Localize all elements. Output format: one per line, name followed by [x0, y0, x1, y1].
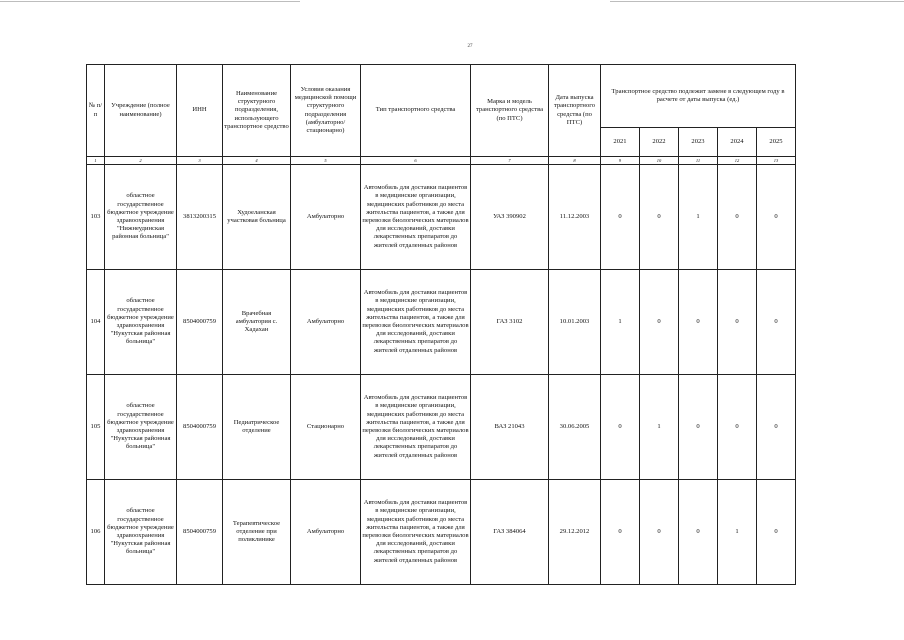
column-number: 8 — [549, 157, 601, 165]
header-conditions: Условия оказания медицинской помощи структурного подразделения (амбулаторно/ стационарно) — [291, 65, 361, 157]
row-year-value: 0 — [601, 165, 640, 270]
row-inn: 3813200315 — [177, 165, 223, 270]
row-year-value: 0 — [640, 480, 679, 585]
row-year-value: 1 — [718, 480, 757, 585]
header-subdivision: Наименование структурного подразделения, использующего транспортное средство — [223, 65, 291, 157]
row-institution: областное государственное бюджетное учреждение здравоохранения "Нукутская районная больница" — [105, 270, 177, 375]
row-brand: УАЗ 390902 — [471, 165, 549, 270]
header-year: 2024 — [718, 128, 757, 157]
header-institution: Учреждение (полное наименование) — [105, 65, 177, 157]
row-conditions: Амбулаторно — [291, 270, 361, 375]
header-year: 2025 — [757, 128, 796, 157]
row-year-value: 1 — [640, 375, 679, 480]
column-number: 11 — [679, 157, 718, 165]
page-number: 27 — [467, 44, 473, 49]
row-brand: ГАЗ 384064 — [471, 480, 549, 585]
header-year: 2021 — [601, 128, 640, 157]
row-release-date: 30.06.2005 — [549, 375, 601, 480]
row-year-value: 0 — [757, 165, 796, 270]
row-brand: ВАЗ 21043 — [471, 375, 549, 480]
header-inn: ИНН — [177, 65, 223, 157]
column-number: 2 — [105, 157, 177, 165]
row-year-value: 0 — [679, 375, 718, 480]
table-row — [87, 165, 796, 270]
header-release-date: Дата выпуска транспортного средства (по ПТС) — [549, 65, 601, 157]
row-vehicle-type: Автомобиль для доставки пациентов в медицинские организации, медицинских работников до места жительства пациентов, а также для перевозки биологических материалов для исследований, доставки лекарственных препаратов до жителей отдаленных районов — [361, 375, 471, 480]
row-year-value: 1 — [601, 270, 640, 375]
row-release-date: 29.12.2012 — [549, 480, 601, 585]
row-institution: областное государственное бюджетное учреждение здравоохранения "Нукутская районная больница" — [105, 480, 177, 585]
row-release-date: 11.12.2003 — [549, 165, 601, 270]
row-number: 106 — [87, 480, 105, 585]
row-institution: областное государственное бюджетное учреждение здравоохранения "Нукутская районная больница" — [105, 375, 177, 480]
vehicle-table — [86, 64, 796, 585]
row-inn: 8504000759 — [177, 270, 223, 375]
row-inn: 8504000759 — [177, 375, 223, 480]
top-scan-rule-left — [0, 1, 300, 2]
row-vehicle-type: Автомобиль для доставки пациентов в медицинские организации, медицинских работников до места жительства пациентов, а также для перевозки биологических материалов для исследований, доставки лекарственных препаратов до жителей отдаленных районов — [361, 480, 471, 585]
row-year-value: 0 — [679, 480, 718, 585]
column-number: 3 — [177, 157, 223, 165]
row-year-value: 0 — [718, 375, 757, 480]
row-conditions: Стационарно — [291, 375, 361, 480]
header-num: № п/п — [87, 65, 105, 157]
column-number: 13 — [757, 157, 796, 165]
header-year: 2023 — [679, 128, 718, 157]
row-year-value: 0 — [757, 375, 796, 480]
column-number: 12 — [718, 157, 757, 165]
header-replacement-group: Транспортное средство подлежит замене в следующем году в расчете от даты выпуска (ед.) — [601, 65, 796, 128]
row-vehicle-type: Автомобиль для доставки пациентов в медицинские организации, медицинских работников до места жительства пациентов, а также для перевозки биологических материалов для исследований, доставки лекарственных препаратов до жителей отдаленных районов — [361, 165, 471, 270]
table-row — [87, 270, 796, 375]
row-year-value: 0 — [601, 480, 640, 585]
row-number: 104 — [87, 270, 105, 375]
row-year-value: 0 — [601, 375, 640, 480]
row-year-value: 0 — [757, 270, 796, 375]
row-year-value: 0 — [718, 165, 757, 270]
row-year-value: 0 — [718, 270, 757, 375]
column-number: 1 — [87, 157, 105, 165]
column-number: 10 — [640, 157, 679, 165]
row-brand: ГАЗ 3102 — [471, 270, 549, 375]
column-number: 6 — [361, 157, 471, 165]
header-year: 2022 — [640, 128, 679, 157]
row-subdivision: Худоеланская участковая больница — [223, 165, 291, 270]
column-number: 9 — [601, 157, 640, 165]
row-subdivision: Педиатрическое отделение — [223, 375, 291, 480]
row-institution: областное государственное бюджетное учреждение здравоохранения "Нижнеудинская районная больница" — [105, 165, 177, 270]
row-conditions: Амбулаторно — [291, 480, 361, 585]
row-year-value: 0 — [679, 270, 718, 375]
row-year-value: 1 — [679, 165, 718, 270]
row-subdivision: Врачебная амбулатория с. Хадахан — [223, 270, 291, 375]
row-year-value: 0 — [640, 165, 679, 270]
top-scan-rule-right — [610, 1, 904, 2]
header-brand: Марка и модель транспортного средства (по ПТС) — [471, 65, 549, 157]
column-number: 5 — [291, 157, 361, 165]
row-inn: 8504000759 — [177, 480, 223, 585]
row-number: 103 — [87, 165, 105, 270]
row-conditions: Амбулаторно — [291, 165, 361, 270]
row-year-value: 0 — [640, 270, 679, 375]
row-vehicle-type: Автомобиль для доставки пациентов в медицинские организации, медицинских работников до места жительства пациентов, а также для перевозки биологических материалов для исследований, доставки лекарственных препаратов до жителей отдаленных районов — [361, 270, 471, 375]
column-number: 7 — [471, 157, 549, 165]
row-year-value: 0 — [757, 480, 796, 585]
row-number: 105 — [87, 375, 105, 480]
row-subdivision: Терапевтическое отделение при поликлинике — [223, 480, 291, 585]
header-vehicle-type: Тип транспортного средства — [361, 65, 471, 157]
column-number: 4 — [223, 157, 291, 165]
row-release-date: 10.01.2003 — [549, 270, 601, 375]
table-row — [87, 375, 796, 480]
table-row — [87, 480, 796, 585]
